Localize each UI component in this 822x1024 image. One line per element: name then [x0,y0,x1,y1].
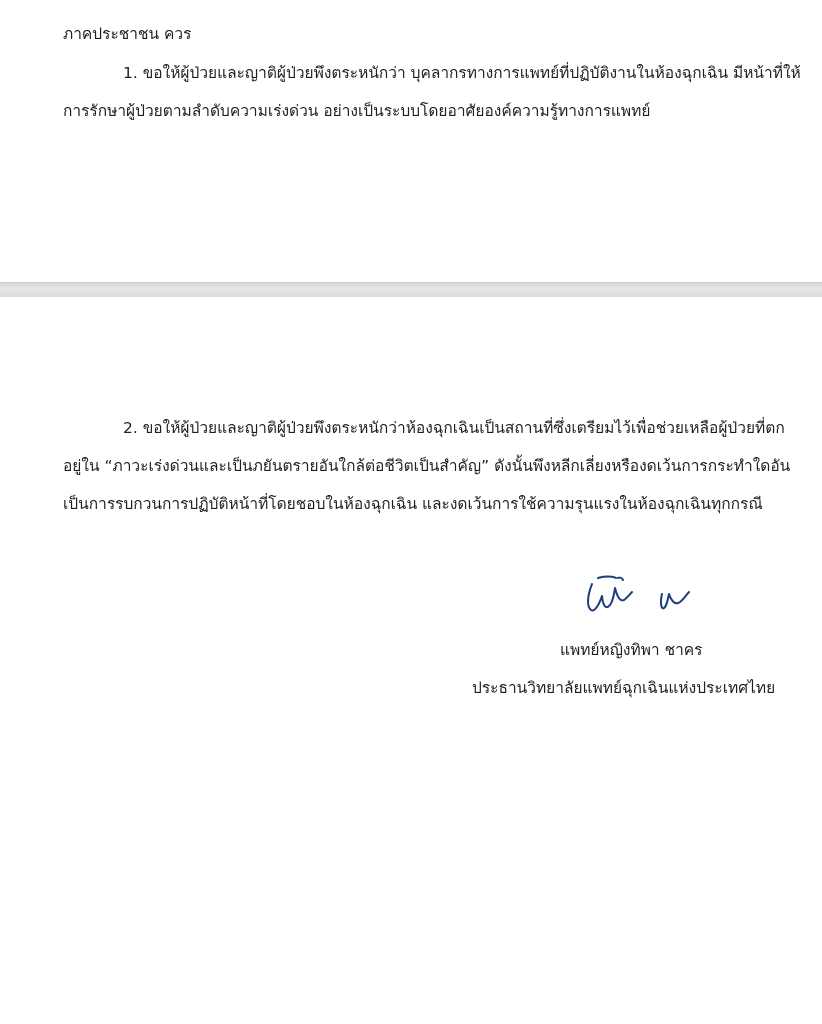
signer-name: แพทย์หญิงทิพา ชาคร [560,641,703,659]
item-1-line-2: การรักษาผู้ป่วยตามลำดับความเร่งด่วน อย่างเป็นระบบโดยอาศัยองค์ความรู้ทางการแพทย์ [63,102,651,120]
section-heading: ภาคประชาชน ควร [63,25,192,43]
item-2-line-3: เป็นการรบกวนการปฏิบัติหน้าที่โดยชอบในห้องฉุกเฉิน และงดเว้นการใช้ความรุนแรงในห้องฉุกเฉินทุกกรณี [63,495,763,513]
item-2-line-2: อยู่ใน “ภาวะเร่งด่วนและเป็นภยันตรายอันใกล้ต่อชีวิตเป็นสำคัญ” ดังนั้นพึงหลีกเลี่ยงหรืองดเว้นการกระทำใดอัน [63,457,791,475]
page-separator [0,282,822,298]
item-1-line-1: 1. ขอให้ผู้ป่วยและญาติผู้ป่วยพึงตระหนักว่า บุคลากรทางการแพทย์ที่ปฏิบัติงานในห้องฉุกเฉิน มีหน้าที่ให้ [123,64,801,82]
signature-drawing [572,572,712,622]
document-page-2 [0,297,822,1024]
item-2-line-1: 2. ขอให้ผู้ป่วยและญาติผู้ป่วยพึงตระหนักว่าห้องฉุกเฉินเป็นสถานที่ซึ่งเตรียมไว้เพื่อช่วยเหลือผู้ป่วยที่ตก [123,419,785,437]
document-page-1 [0,0,822,282]
signer-title: ประธานวิทยาลัยแพทย์ฉุกเฉินแห่งประเทศไทย [472,679,776,697]
handwritten-signature [572,572,712,622]
